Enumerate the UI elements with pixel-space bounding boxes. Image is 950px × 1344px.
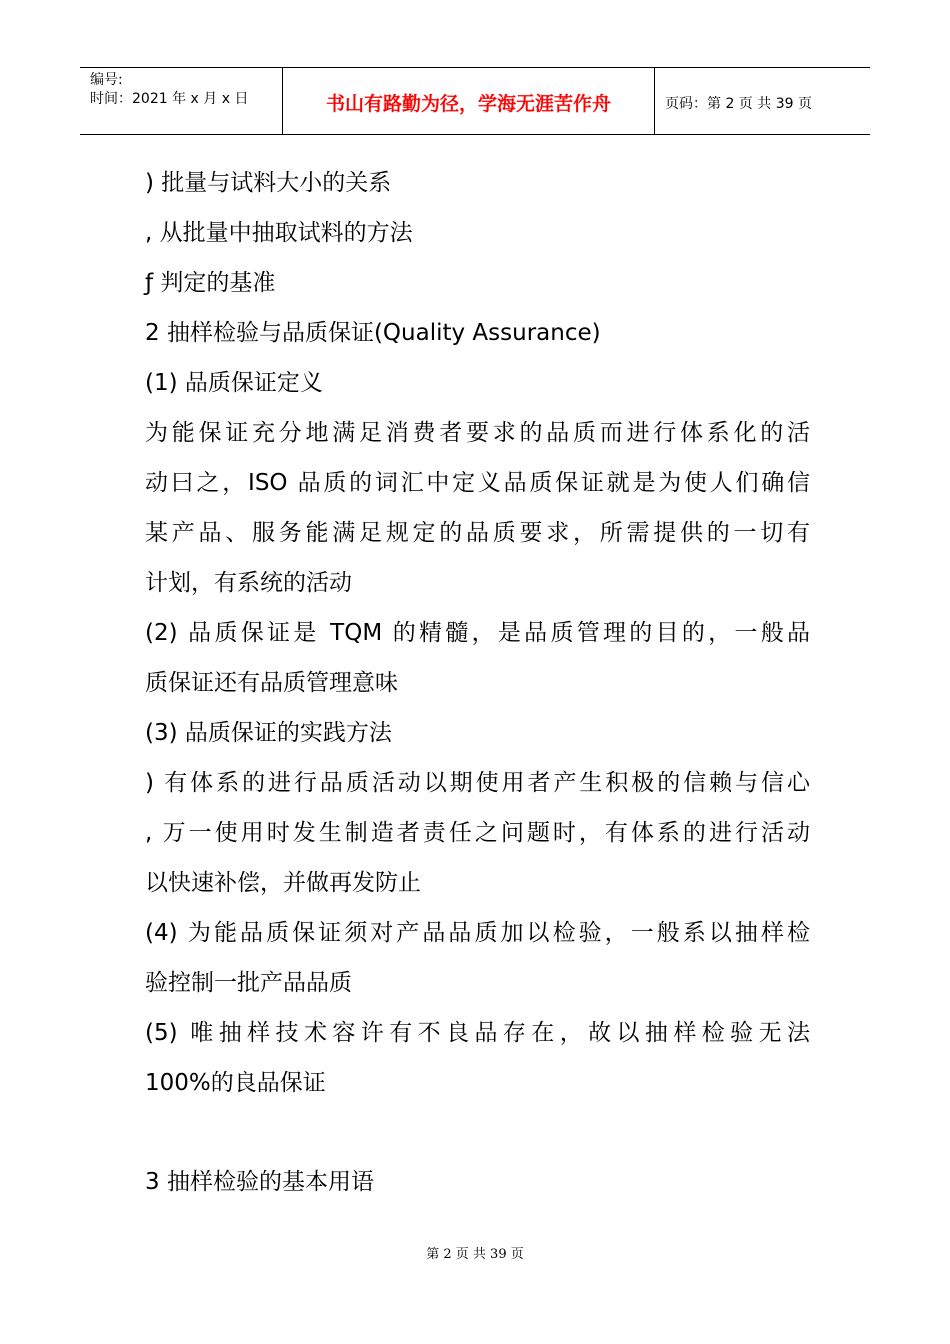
body-line: ) 批量与试料大小的关系 <box>145 170 392 196</box>
body-line: 某产品、服务能满足规定的品质要求，所需提供的一切有 <box>145 520 810 546</box>
body-line: , 万一使用时发生制造者责任之问题时，有体系的进行活动 <box>145 820 810 846</box>
body-line: (5) 唯抽样技术容许有不良品存在，故以抽样检验无法 <box>145 1020 810 1046</box>
body-line: (2) 品质保证是 TQM 的精髓，是品质管理的目的，一般品 <box>145 620 810 646</box>
body-line: (3) 品质保证的实践方法 <box>145 720 392 746</box>
doc-date-label: 时间：2021 年 x 月 x 日 <box>90 91 249 107</box>
header-middle-cell <box>283 68 655 134</box>
body-line: 为能保证充分地满足消费者要求的品质而进行体系化的活 <box>145 420 810 446</box>
page-footer: 第 2 页 共 39 页 <box>426 1247 524 1262</box>
body-line: (1) 品质保证定义 <box>145 370 323 396</box>
body-line: 计划，有系统的活动 <box>145 570 352 596</box>
header-table <box>80 67 870 135</box>
page-code: 页码：第 2 页 共 39 页 <box>665 96 812 112</box>
body-line: 以快速补偿，并做再发防止 <box>145 870 421 896</box>
blank-line <box>145 1108 810 1157</box>
body-line: (4) 为能品质保证须对产品品质加以检验，一般系以抽样检 <box>145 920 810 946</box>
body-line: 质保证还有品质管理意味 <box>145 670 398 696</box>
section-heading: 3 抽样检验的基本用语 <box>145 1169 374 1195</box>
body-line: 动曰之，ISO 品质的词汇中定义品质保证就是为使人们确信 <box>145 470 810 496</box>
body-line: ) 有体系的进行品质活动以期使用者产生积极的信赖与信心 <box>145 770 810 796</box>
header-left-cell <box>80 68 283 134</box>
header-right-cell <box>655 68 870 134</box>
body-line: 100%的良品保证 <box>145 1070 326 1096</box>
body-line: , 从批量中抽取试料的方法 <box>145 220 413 246</box>
doc-code-label: 编号: <box>90 72 123 88</box>
section-heading: 2 抽样检验与品质保证(Quality Assurance) <box>145 320 601 346</box>
body-line: 验控制一批产品品质 <box>145 970 352 996</box>
document-body <box>145 158 810 1207</box>
motto-text: 书山有路勤为径，学海无涯苦作舟 <box>325 93 611 115</box>
body-line: ƒ 判定的基准 <box>145 270 276 296</box>
